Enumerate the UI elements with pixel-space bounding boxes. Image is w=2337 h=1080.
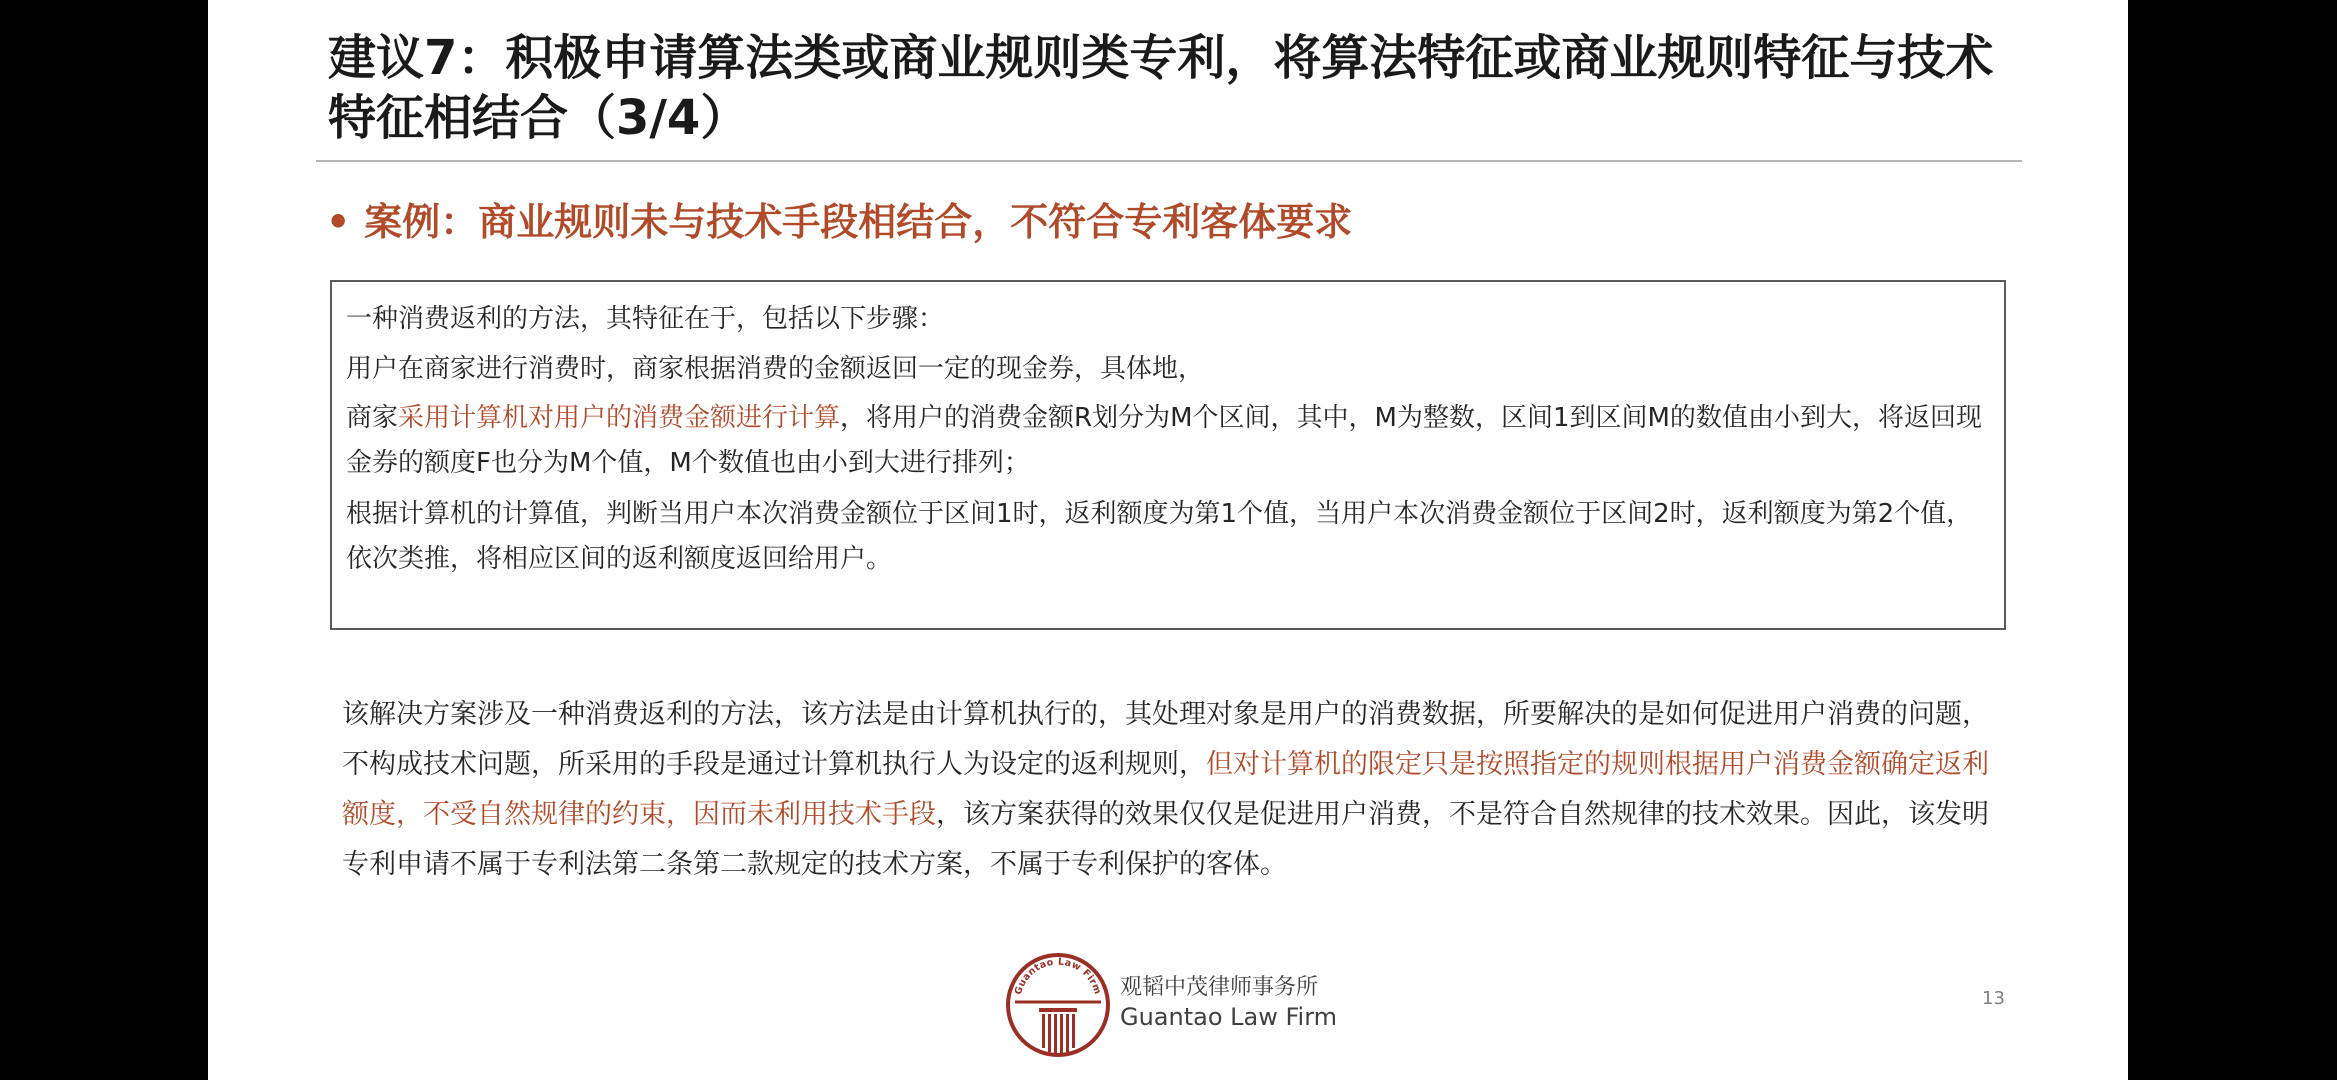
firm-logo-icon [1003, 950, 1113, 1060]
page-number: 13 [1982, 988, 2005, 1009]
title-divider [316, 160, 2022, 162]
bullet-icon: • [326, 200, 351, 244]
claim-paragraph-3-rest: ，将用户的消费金额R划分为M个区间，其中，M为整数，区间1到区间M的数值由小到大，将返回现金券的额度F也分为M个值，M个数值也由小到大进行排列； [346, 403, 1982, 478]
claim-paragraph-3-start: 商家 [346, 403, 399, 433]
section-heading-text: 案例：商业规则未与技术手段相结合，不符合专利客体要求 [364, 200, 1353, 244]
claim-paragraph-3 [346, 396, 1990, 486]
claim-paragraph-2: 用户在商家进行消费时，商家根据消费的金额返回一定的现金券，具体地， [346, 354, 1205, 384]
patent-claim-box [330, 280, 2006, 630]
firm-name-english: Guantao Law Firm [1120, 1003, 1338, 1031]
slide-title [328, 28, 2048, 148]
analysis-highlight: 但对计算机的限定只是按照指定的规则根据用户消费金额确定返利额度，不受自然规律的约束，因而未利用技术手段 [342, 749, 1989, 830]
firm-name-chinese: 观韬中茂律师事务所 [1120, 975, 1319, 1000]
claim-highlight: 采用计算机对用户的消费金额进行计算 [398, 403, 841, 433]
logo-ring-text: Guantao Law Firm [1012, 956, 1104, 997]
slide-title-line-1: 建议7：积极申请算法类或商业规则类专利，将算法特征或商业规则特征与技术 [328, 30, 1994, 86]
section-heading [326, 198, 1352, 246]
claim-paragraph-4: 根据计算机的计算值，判断当用户本次消费金额位于区间1时，返利额度为第1个值，当用户本次消费金额位于区间2时，返利额度为第2个值，依次类推，将相应区间的返利额度返回给用户。 [346, 499, 1973, 574]
slide-title-line-2: 特征相结合（3/4） [328, 90, 749, 146]
analysis-text-end: ，该方案获得的效果仅仅是促进用户消费，不是符合自然规律的技术效果。因此，该发明专利申请不属于专利法第二条第二款规定的技术方案，不属于专利保护的客体。 [342, 799, 1989, 880]
analysis-text-start: 该解决方案涉及一种消费返利的方法，该方法是由计算机执行的，其处理对象是用户的消费数据，所要解决的是如何促进用户消费的问题，不构成技术问题，所采用的手段是通过计算机执行人为设定的返利规则， [342, 699, 1989, 780]
svg-text:Guantao Law Firm [1013, 957, 1103, 996]
slide [208, 0, 2128, 1080]
analysis-paragraph [342, 690, 2002, 890]
claim-paragraph-1: 一种消费返利的方法，其特征在于，包括以下步骤： [346, 304, 945, 334]
